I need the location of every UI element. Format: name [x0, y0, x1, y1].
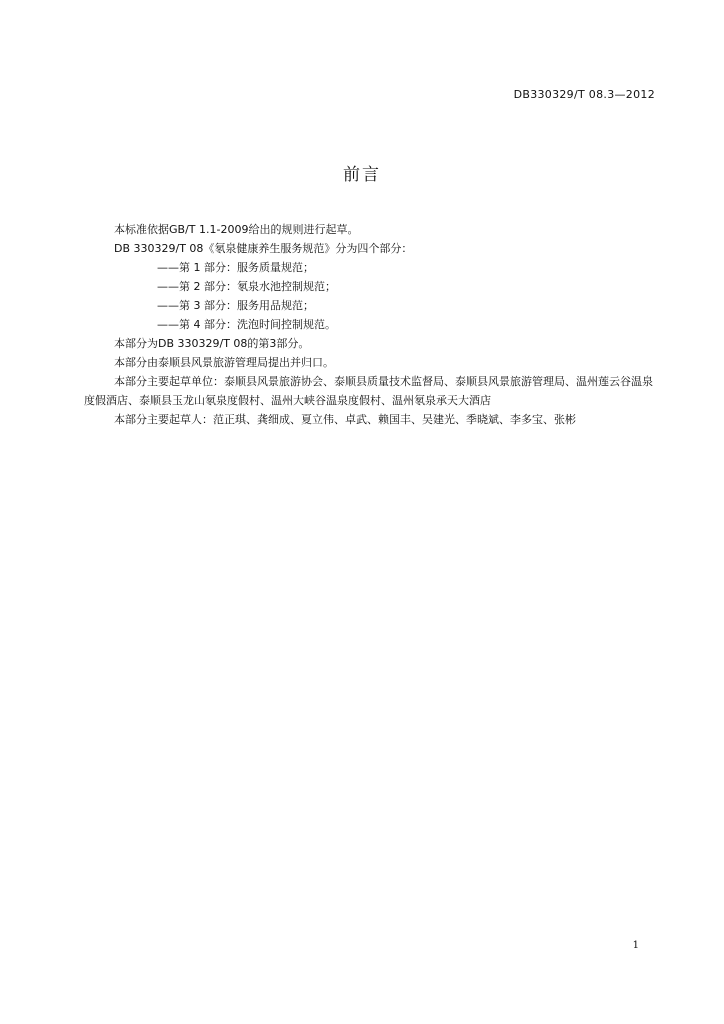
page-number: 1: [632, 940, 639, 951]
foreword-body: [84, 220, 660, 429]
paragraph-drafting-units: 本部分主要起草单位：泰顺县风景旅游协会、泰顺县质量技术监督局、泰顺县风景旅游管理局、温州莲云谷温泉度假酒店、泰顺县玉龙山氡泉度假村、温州大峡谷温泉度假村、温州氡泉承天大酒店: [84, 375, 653, 407]
paragraph-basis: 本标准依据GB/T 1.1-2009给出的规则进行起草。: [114, 223, 359, 236]
paragraph-this-part: 本部分为DB 330329/T 08的第3部分。: [114, 337, 310, 350]
paragraph-proposer: 本部分由泰顺县风景旅游管理局提出并归口。: [114, 356, 334, 369]
list-item-part-1: ——第 1 部分：服务质量规范；: [157, 261, 314, 274]
list-item-part-4: ——第 4 部分：洗泡时间控制规范。: [157, 318, 336, 331]
paragraph-drafters: 本部分主要起草人：范正琪、龚细成、夏立伟、卓武、赖国丰、吴建光、季晓斌、李多宝、张彬: [114, 413, 576, 426]
document-id: DB330329/T 08.3—2012: [513, 88, 655, 101]
list-item-part-2: ——第 2 部分：氡泉水池控制规范；: [157, 280, 336, 293]
paragraph-structure: DB 330329/T 08《氡泉健康养生服务规范》分为四个部分：: [114, 242, 413, 255]
list-item-part-3: ——第 3 部分：服务用品规范；: [157, 299, 314, 312]
page-title: 前言: [343, 165, 381, 185]
